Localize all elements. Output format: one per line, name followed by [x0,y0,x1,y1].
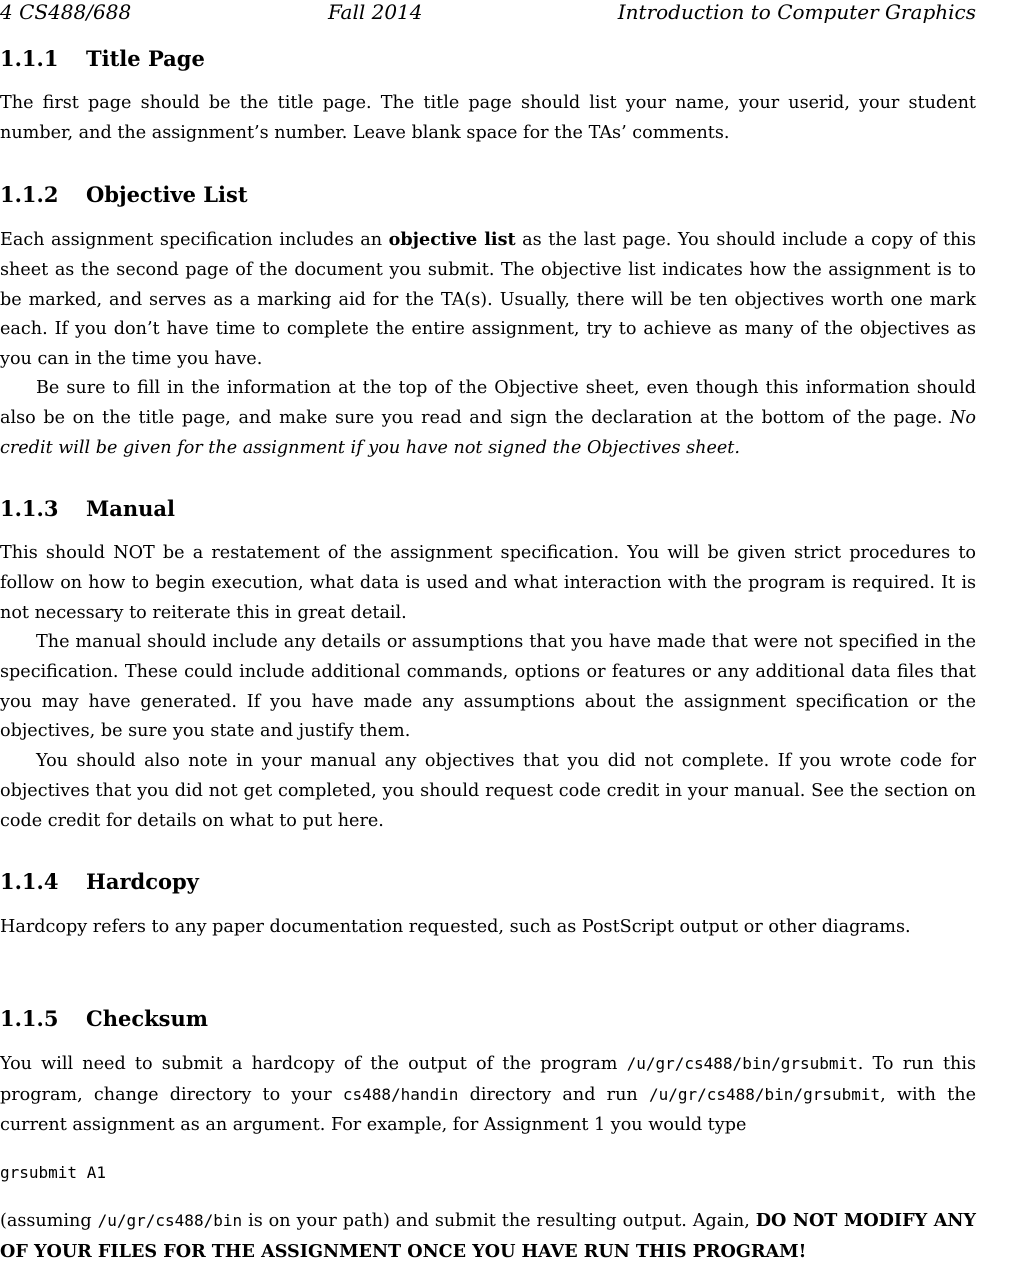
section-number: 1.1.4 [0,869,59,894]
text-run: Be sure to fill in the information at the top of the Objective sheet, even though this information should also be on the title page, and make sure you read and sign the declaration at the bottom of the page. [0,378,976,428]
section-number: 1.1.1 [0,46,59,71]
title-page-paragraph: The first page should be the title page. The title page should list your name, your userid, your student number, and the assignment’s number. Leave blank space for the TAs’ comments. [0,93,976,143]
code-path: /u/gr/cs488/bin/grsubmit [626,1054,858,1073]
section-title: Title Page [86,46,205,71]
text-run: directory and run [458,1084,649,1105]
running-head-left: 4 CS488/688 [0,0,132,24]
running-head [0,0,976,24]
section-number: 1.1.2 [0,182,59,207]
text-run: . To run this program, change directory to your [0,1054,976,1105]
hardcopy-paragraph: Hardcopy refers to any paper documentation requested, such as PostScript output or other diagrams. [0,917,911,937]
bold-text: objective list [388,229,516,250]
checksum-paragraph-1 [0,1049,976,1140]
section-title: Objective List [86,182,248,207]
code-example: grsubmit A1 [0,1163,106,1182]
manual-paragraph-1: This should NOT be a restatement of the assignment specification. You will be given strict procedures to follow on how to begin execution, what data is used and what interaction with the program is required. It is not necessary to reiterate this in great detail. [0,543,976,623]
text-run: Each assignment specification includes an [0,230,389,250]
section-title: Manual [86,496,175,521]
section-heading-objective-list [0,182,248,208]
section-heading-manual [0,496,175,522]
text-run: You will need to submit a hardcopy of the output of the program [0,1054,627,1074]
objective-list-paragraph-1 [0,225,976,375]
section-heading-checksum [0,1006,208,1032]
italic-text: No credit will be given for the assignment if you have not signed the Objectives sheet. [0,407,976,458]
section-title: Checksum [86,1006,208,1031]
section-title: Hardcopy [86,869,199,894]
bold-warning: DO NOT MODIFY ANY OF YOUR FILES FOR THE ASSIGNMENT ONCE YOU HAVE RUN THIS PROGRAM! [0,1210,976,1262]
checksum-paragraph-2 [0,1206,976,1268]
text-run: as the last page. You should include a copy of this sheet as the second page of the document you submit. The objective list indicates how the assignment is to be marked, and serves as a marking aid for the TA(s). Usually, there will be ten objectives worth one mark each. If you don’t have time to complete the entire assignment, try to achieve as many of the objectives as you can in the time you have. [0,230,976,370]
code-path: /u/gr/cs488/bin/grsubmit [648,1084,881,1104]
running-head-center: Fall 2014 [328,0,423,24]
section-heading-title-page [0,46,205,72]
text-run: is on your path) and submit the resulting output. Again, [242,1211,756,1231]
manual-paragraph-3: You should also note in your manual any objectives that you did not complete. If you wrote code for objectives that you did not get completed, you should request code credit in your manual. See the section on code credit for details on what to put here. [0,751,976,831]
code-path: /u/gr/cs488/bin [97,1211,243,1230]
text-run: , with the current assignment as an argument. For example, for Assignment 1 you would type [0,1084,976,1135]
running-head-right: Introduction to Computer Graphics [617,0,976,24]
section-number: 1.1.5 [0,1006,59,1031]
section-number: 1.1.3 [0,496,59,521]
section-heading-hardcopy [0,869,199,895]
text-run: (assuming [0,1211,98,1231]
manual-paragraph-2: The manual should include any details or assumptions that you have made that were not specified in the specification. These could include additional commands, options or features or any additional data files that you may have generated. If you have made any assumptions about the assignment specification or the objectives, be sure you state and justify them. [0,632,976,742]
objective-list-paragraph-2 [0,374,976,463]
code-path: cs488/handin [342,1084,459,1104]
